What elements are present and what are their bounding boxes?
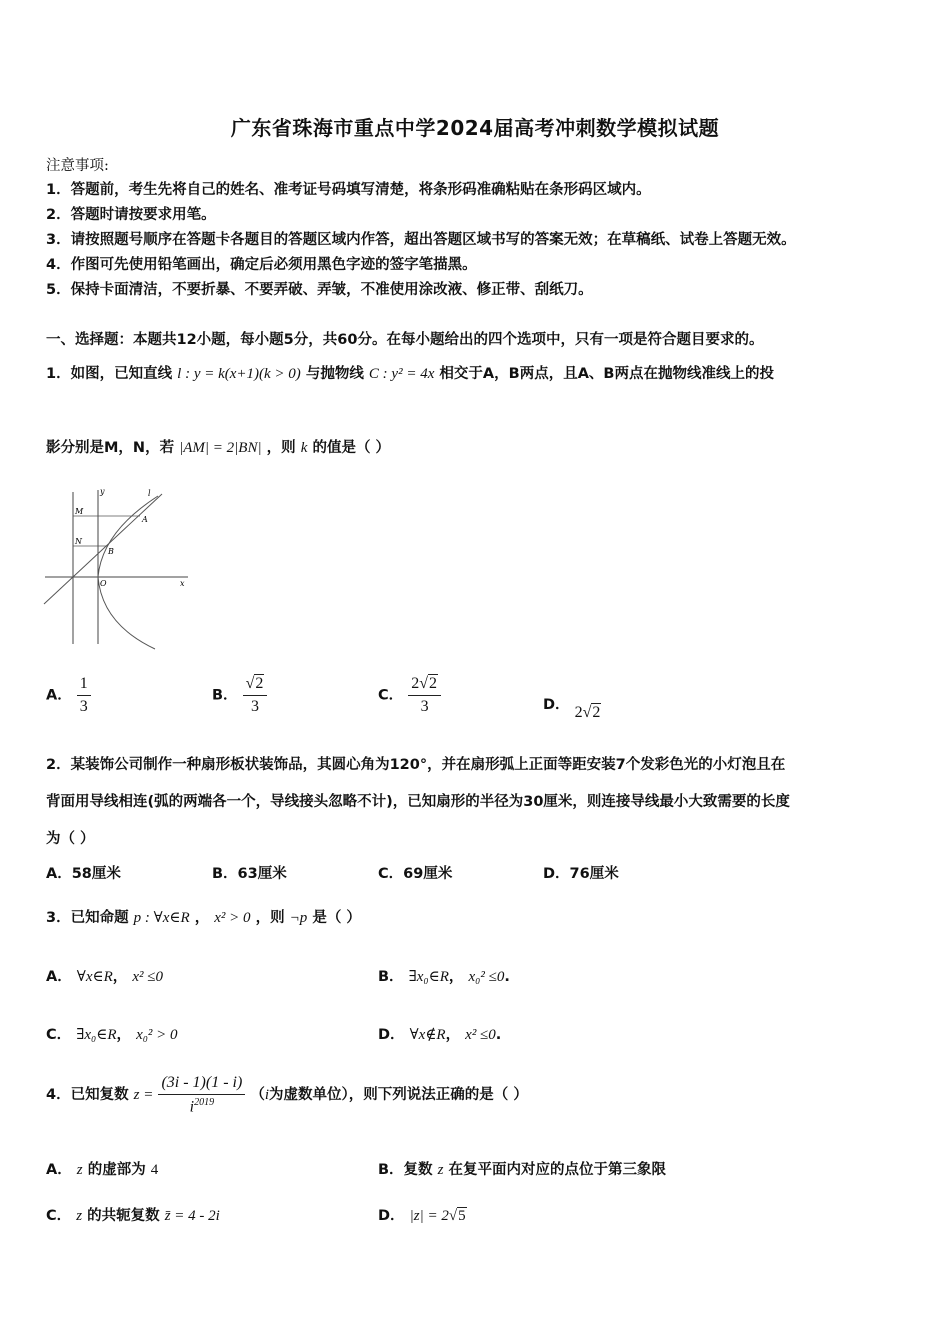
q2-option-c[interactable]: C．69厘米 (378, 866, 453, 882)
q4-option-b-z: z (437, 1162, 444, 1178)
label-o: O (100, 579, 107, 588)
q1-text-3: 相交于A，B两点，且A、B两点在抛物线准线上的投 (439, 366, 774, 382)
q1-option-c-label: C． (378, 687, 404, 704)
parabola-curve (98, 496, 158, 649)
q4-option-c-text: 的共轭复数 (87, 1208, 160, 1224)
q3-option-d-quantifier: ∀x∉R (409, 1027, 446, 1043)
q4-i: i (264, 1087, 270, 1104)
q3-option-b[interactable]: B． ∃x₀∈R， x₀² ≤0. (378, 969, 510, 985)
q3-option-c-label: C． (46, 1027, 72, 1043)
q3-option-b-tail: . (504, 969, 510, 985)
notice-item-3: 3．请按照题号顺序在答题卡各题目的答题区域内作答，超出答题区域书写的答案无效；在草稿纸、试卷上答题无效。 (46, 232, 796, 248)
question-1-line-2 (46, 436, 390, 457)
q3-option-c[interactable]: C． ∃x₀∈R， x₀² > 0 (46, 1027, 178, 1043)
q1-k: k (300, 440, 308, 456)
q1-text-5: ，则 (266, 440, 296, 456)
q4-option-c-value: z̄ = 4 - 2i (164, 1208, 220, 1224)
question-1-line-1 (46, 362, 774, 383)
q2-option-d[interactable]: D．76厘米 (543, 866, 619, 882)
q4-option-b-label: B．复数 (378, 1162, 433, 1178)
q3-text-4: 是（ ） (312, 910, 361, 926)
q1-option-b-fraction (243, 675, 268, 716)
q3-text-3: ，则 (255, 910, 285, 926)
q4-text-2: （ (250, 1087, 265, 1104)
q4-numerator: (3i - 1)(1 - i) (158, 1074, 245, 1095)
q1-condition: |AM| = 2|BN| (179, 440, 262, 456)
label-l: l (148, 489, 151, 498)
q4-option-c-label: C． (46, 1208, 72, 1224)
q1-option-c-coef: 2 (411, 675, 420, 692)
q3-option-a[interactable]: A． ∀x∈R， x² ≤0 (46, 969, 163, 985)
q3-option-a-inequality: x² ≤0 (132, 969, 163, 985)
q3-option-d[interactable]: D． ∀x∉R， x² ≤0. (378, 1027, 502, 1043)
q3-option-d-label: D． (378, 1027, 405, 1043)
q3-option-d-tail: . (495, 1027, 502, 1043)
q4-option-a[interactable] (46, 1158, 158, 1179)
q1-option-c-num: 2√2 (408, 675, 441, 696)
q4-den-base: i (189, 1098, 195, 1116)
q4-option-b-text: 在复平面内对应的点位于第三象限 (448, 1162, 667, 1178)
q1-option-a[interactable] (46, 675, 91, 716)
q4-text-1: 4．已知复数 (46, 1087, 129, 1104)
q4-z: z = (133, 1087, 154, 1104)
notice-item-2: 2．答题时请按要求用笔。 (46, 207, 216, 223)
question-2-line-2: 背面用导线相连(弧的两端各一个，导线接头忽略不计)，已知扇形的半径为30厘米，则连接导线最小大致需要的长度 (46, 794, 790, 810)
q1-line-equation: l : y = k(x+1)(k > 0) (177, 366, 301, 382)
q1-option-b[interactable] (212, 675, 267, 716)
label-n: N (75, 537, 82, 546)
q1-parabola-equation: C : y² = 4x (368, 366, 435, 382)
q1-option-d-radicand: 2 (592, 704, 601, 721)
q1-option-b-radicand: 2 (255, 675, 264, 692)
notice-item-4: 4．作图可先使用铅笔画出，确定后必须用黑色字迹的签字笔描黑。 (46, 257, 477, 273)
q3-option-b-label: B． (378, 969, 404, 985)
q1-option-a-den: 3 (79, 698, 88, 715)
question-4-stem (46, 1074, 528, 1116)
q4-option-d-radicand: 5 (458, 1208, 466, 1224)
notice-heading: 注意事项: (46, 158, 109, 174)
label-y: y (100, 487, 105, 496)
q1-option-a-fraction (77, 675, 91, 716)
q4-fraction (158, 1074, 245, 1116)
q4-option-d-label: D． (378, 1208, 405, 1224)
q4-option-a-text: 的虚部为 (87, 1162, 146, 1178)
q1-option-b-den: 3 (251, 698, 260, 715)
q3-option-d-inequality: x² ≤0 (465, 1027, 496, 1043)
q2-option-a[interactable]: A．58厘米 (46, 866, 121, 882)
q1-text-1: 1．如图，已知直线 (46, 366, 173, 382)
q4-option-c[interactable] (46, 1204, 220, 1225)
q1-option-b-label: B． (212, 687, 238, 704)
q3-option-b-quantifier: ∃x₀∈R (408, 969, 449, 985)
q4-option-d[interactable] (378, 1204, 467, 1225)
q3-option-b-inequality: x₀² ≤0 (468, 969, 505, 985)
notice-item-1: 1．答题前，考生先将自己的姓名、准考证号码填写清楚，将条形码准确粘贴在条形码区域内。 (46, 182, 651, 198)
q4-option-d-modulus: |z| = 2 (409, 1208, 449, 1224)
q1-figure (40, 484, 200, 654)
q3-option-a-label: A． (46, 969, 72, 985)
question-2-line-1: 2．某装饰公司制作一种扇形板状装饰品，其圆心角为120°，并在扇形弧上正面等距安装7个发彩色光的小灯泡且在 (46, 757, 786, 773)
q4-option-b[interactable] (378, 1158, 666, 1179)
question-2-line-3: 为（ ） (46, 831, 95, 847)
q4-den-exponent: 2019 (194, 1097, 215, 1108)
label-m: M (75, 507, 84, 516)
q3-option-c-inequality: x₀² > 0 (136, 1027, 178, 1043)
q1-option-c-radicand: 2 (429, 675, 437, 692)
label-x: x (180, 579, 185, 588)
q3-proposition: p : ∀x∈R (133, 910, 190, 926)
q1-option-a-label: A． (46, 687, 72, 704)
q1-option-c[interactable] (378, 675, 441, 716)
q4-denominator (158, 1095, 245, 1116)
q4-option-d-value: |z| = 2√5 (409, 1208, 466, 1224)
q1-option-c-fraction (408, 675, 441, 716)
q1-option-d[interactable] (543, 693, 601, 721)
q4-option-a-value: 4 (150, 1162, 159, 1178)
q4-option-a-z: z (76, 1162, 83, 1178)
label-a: A (142, 515, 148, 524)
q1-text-6: 的值是（ ） (312, 440, 391, 456)
notice-item-5: 5．保持卡面清洁，不要折暴、不要弄破、弄皱，不准使用涂改液、修正带、刮纸刀。 (46, 282, 593, 298)
q1-option-b-num: √2 (243, 675, 268, 696)
q2-option-b[interactable]: B．63厘米 (212, 866, 287, 882)
page-title: 广东省珠海市重点中学2024届高考冲刺数学模拟试题 (230, 116, 720, 140)
section-heading: 一、选择题：本题共12小题，每小题5分，共60分。在每小题给出的四个选项中，只有一项是符合题目要求的。 (46, 332, 764, 348)
question-3-stem (46, 906, 361, 927)
q1-option-a-num: 1 (77, 675, 91, 696)
q1-option-d-value: 2√2 (574, 704, 601, 721)
q1-text-2: 与抛物线 (305, 366, 364, 382)
q1-option-d-coef: 2 (574, 704, 583, 721)
q3-text-1: 3．已知命题 (46, 910, 129, 926)
q4-option-c-z: z (76, 1208, 83, 1224)
q3-inequality: x² > 0 (214, 910, 251, 926)
q3-negation: ¬p (289, 910, 308, 926)
q1-option-d-label: D． (543, 697, 570, 713)
q1-text-4: 影分别是M，N，若 (46, 440, 175, 456)
q4-option-a-label: A． (46, 1162, 72, 1178)
q3-option-a-quantifier: ∀x∈R (76, 969, 113, 985)
q4-text-3: 为虚数单位），则下列说法正确的是（ ） (269, 1087, 528, 1104)
q3-text-2: ， (194, 910, 210, 926)
q1-option-c-den: 3 (420, 698, 429, 715)
label-b: B (108, 547, 114, 556)
q3-option-c-quantifier: ∃x₀∈R (76, 1027, 117, 1043)
